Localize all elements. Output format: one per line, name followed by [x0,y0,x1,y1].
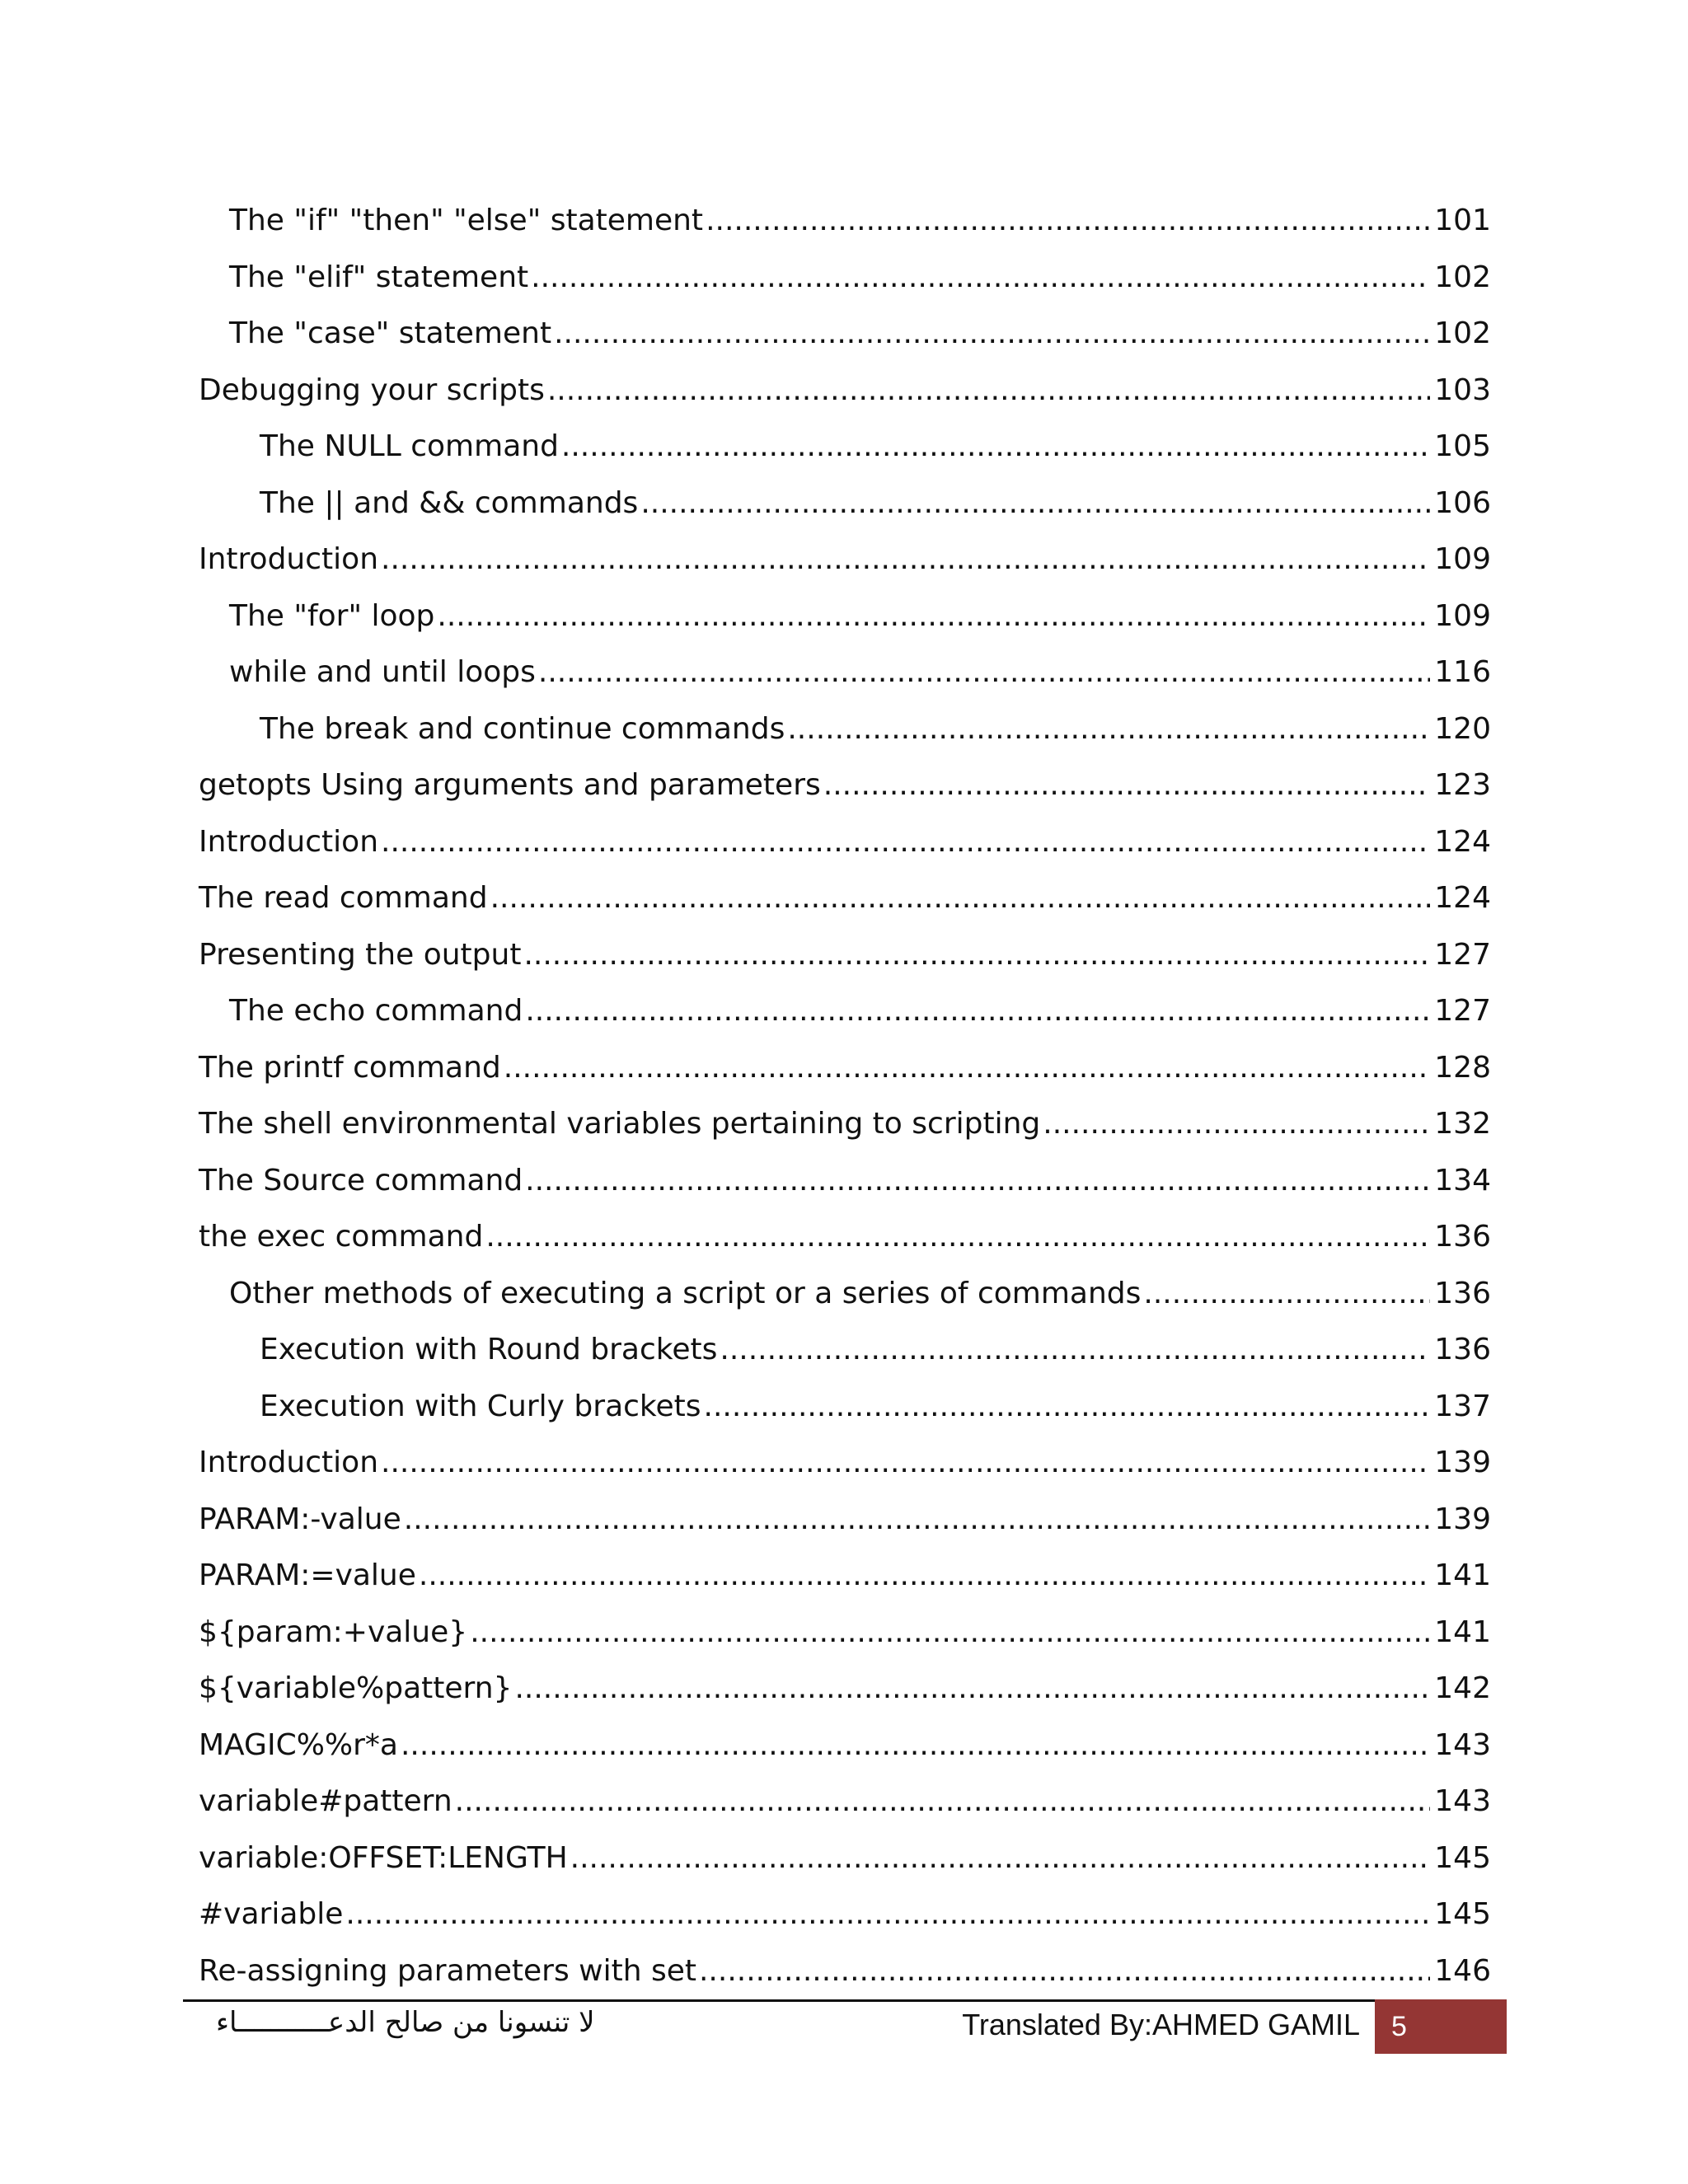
toc-entry-page: 136 [1434,1220,1491,1254]
toc-entry[interactable] [199,250,1491,307]
toc-entry[interactable] [199,1040,1491,1097]
toc-dot-leader [1143,1279,1430,1309]
toc-dot-leader [401,1731,1430,1760]
toc-entry-title: #variable [199,1897,344,1932]
toc-dot-leader [1043,1109,1430,1139]
toc-entry-page: 101 [1434,204,1491,238]
toc-entry-title: variable#pattern [199,1784,452,1819]
toc-dot-leader [504,1053,1430,1083]
toc-entry[interactable] [199,1943,1491,2000]
toc-entry-title: Presenting the output [199,937,522,972]
toc-entry[interactable] [199,1435,1491,1492]
toc-entry-title: Execution with Curly brackets [260,1389,701,1423]
toc-entry-title: The "case" statement [229,316,552,351]
toc-dot-leader [706,206,1430,236]
toc-entry-page: 136 [1434,1276,1491,1310]
toc-dot-leader [547,376,1430,405]
toc-entry-page: 139 [1434,1446,1491,1480]
toc-entry-title: The NULL command [260,429,559,464]
toc-entry-page: 142 [1434,1671,1491,1706]
footer-translator-credit: Translated By:AHMED GAMIL [962,2008,1360,2041]
toc-entry[interactable] [199,476,1491,532]
footer-arabic-text: لا تنسونا من صالح الدعـــــــــــاء [216,2006,595,2039]
toc-entry-title: Re-assigning parameters with set [199,1953,696,1988]
toc-entry-title: MAGIC%%r*a [199,1727,398,1762]
toc-entry-page: 132 [1434,1107,1491,1141]
toc-entry-page: 128 [1434,1050,1491,1085]
toc-entry-page: 127 [1434,937,1491,972]
toc-entry-title: Debugging your scripts [199,373,545,407]
toc-entry-title: The read command [199,881,488,916]
toc-dot-leader [561,432,1430,462]
toc-entry-title: PARAM:=value [199,1558,416,1593]
toc-entry[interactable] [199,532,1491,588]
toc-entry[interactable] [199,1492,1491,1549]
toc-entry-page: 146 [1434,1953,1491,1988]
toc-entry-title: ${param:+value} [199,1615,468,1649]
toc-entry[interactable] [199,983,1491,1040]
toc-dot-leader [381,1448,1430,1478]
toc-entry[interactable] [199,193,1491,250]
toc-dot-leader [470,1618,1430,1647]
toc-entry-page: 136 [1434,1333,1491,1367]
toc-entry-title: The shell environmental variables pertaining to scripting [199,1107,1041,1141]
toc-entry-page: 109 [1434,542,1491,577]
toc-entry[interactable] [199,701,1491,758]
toc-entry-page: 143 [1434,1727,1491,1762]
toc-dot-leader [381,545,1430,574]
toc-entry-title: The printf command [199,1050,501,1085]
toc-entry[interactable] [199,1830,1491,1887]
toc-entry-title: Execution with Round brackets [260,1333,718,1367]
toc-entry[interactable] [199,588,1491,645]
toc-dot-leader [419,1561,1430,1591]
toc-entry-page: 123 [1434,768,1491,803]
toc-dot-leader [787,715,1430,744]
page-number-badge [1375,1999,1507,2054]
toc-dot-leader [640,489,1430,518]
toc-entry[interactable] [199,1096,1491,1153]
toc-entry-title: The "if" "then" "else" statement [229,204,704,238]
toc-entry[interactable] [199,1153,1491,1210]
toc-dot-leader [437,602,1430,631]
toc-entry[interactable] [199,814,1491,871]
toc-entry[interactable] [199,1661,1491,1718]
toc-entry[interactable] [199,363,1491,419]
toc-entry-title: while and until loops [229,655,536,690]
toc-dot-leader [823,771,1430,800]
footer-divider [183,1999,1507,2002]
toc-entry[interactable] [199,870,1491,927]
toc-entry[interactable] [199,1886,1491,1943]
toc-dot-leader [455,1787,1430,1816]
page-number: 5 [1391,2010,1407,2042]
toc-dot-leader [345,1900,1430,1929]
toc-entry-title: Introduction [199,1446,379,1480]
toc-entry-page: 105 [1434,429,1491,464]
toc-entry[interactable] [199,1718,1491,1774]
toc-dot-leader [531,263,1430,293]
toc-dot-leader [570,1844,1430,1873]
toc-dot-leader [381,827,1430,857]
toc-entry[interactable] [199,927,1491,984]
toc-dot-leader [490,883,1430,913]
toc-entry[interactable] [199,1605,1491,1661]
table-of-contents [199,193,1491,1999]
toc-entry-page: 141 [1434,1558,1491,1593]
toc-dot-leader [404,1505,1430,1535]
toc-dot-leader [704,1392,1430,1422]
toc-entry-page: 127 [1434,994,1491,1029]
toc-entry[interactable] [199,306,1491,363]
toc-dot-leader [538,658,1430,687]
toc-entry-title: PARAM:-value [199,1502,401,1536]
toc-entry-title: Introduction [199,824,379,859]
toc-entry-title: the exec command [199,1220,484,1254]
toc-entry-page: 102 [1434,260,1491,294]
toc-dot-leader [525,996,1430,1026]
toc-entry-page: 106 [1434,485,1491,520]
toc-entry-page: 145 [1434,1840,1491,1875]
toc-entry-page: 139 [1434,1502,1491,1536]
toc-dot-leader [720,1335,1430,1365]
toc-dot-leader [554,319,1430,349]
toc-entry-page: 143 [1434,1784,1491,1819]
toc-entry[interactable] [199,1548,1491,1605]
toc-entry-title: The echo command [229,994,523,1029]
toc-entry-page: 134 [1434,1163,1491,1197]
toc-entry[interactable] [199,1774,1491,1830]
toc-entry-title: variable:OFFSET:LENGTH [199,1840,568,1875]
toc-entry[interactable] [199,757,1491,814]
toc-dot-leader [523,940,1430,970]
toc-entry-page: 141 [1434,1615,1491,1649]
toc-entry-title: The Source command [199,1163,523,1197]
toc-entry-page: 116 [1434,655,1491,690]
toc-entry[interactable] [199,1266,1491,1323]
toc-entry[interactable] [199,644,1491,701]
toc-entry-title: Introduction [199,542,379,577]
toc-dot-leader [514,1674,1430,1704]
toc-dot-leader [525,1166,1430,1196]
toc-entry-page: 103 [1434,373,1491,407]
toc-entry[interactable] [199,419,1491,476]
toc-entry-title: The "elif" statement [229,260,529,294]
toc-entry-page: 102 [1434,316,1491,351]
toc-entry[interactable] [199,1322,1491,1379]
toc-entry[interactable] [199,1379,1491,1436]
toc-entry[interactable] [199,1209,1491,1266]
toc-dot-leader [699,1957,1430,1986]
toc-entry-page: 137 [1434,1389,1491,1423]
toc-entry-page: 124 [1434,824,1491,859]
toc-entry-page: 124 [1434,881,1491,916]
toc-entry-page: 120 [1434,711,1491,746]
toc-entry-title: The || and && commands [260,485,639,520]
toc-entry-title: getopts Using arguments and parameters [199,768,821,803]
toc-dot-leader [485,1222,1430,1252]
toc-entry-page: 145 [1434,1897,1491,1932]
toc-entry-title: The "for" loop [229,598,435,633]
toc-entry-title: The break and continue commands [260,711,785,746]
toc-entry-title: Other methods of executing a script or a series of commands [229,1276,1142,1310]
toc-entry-title: ${variable%pattern} [199,1671,513,1706]
toc-entry-page: 109 [1434,598,1491,633]
